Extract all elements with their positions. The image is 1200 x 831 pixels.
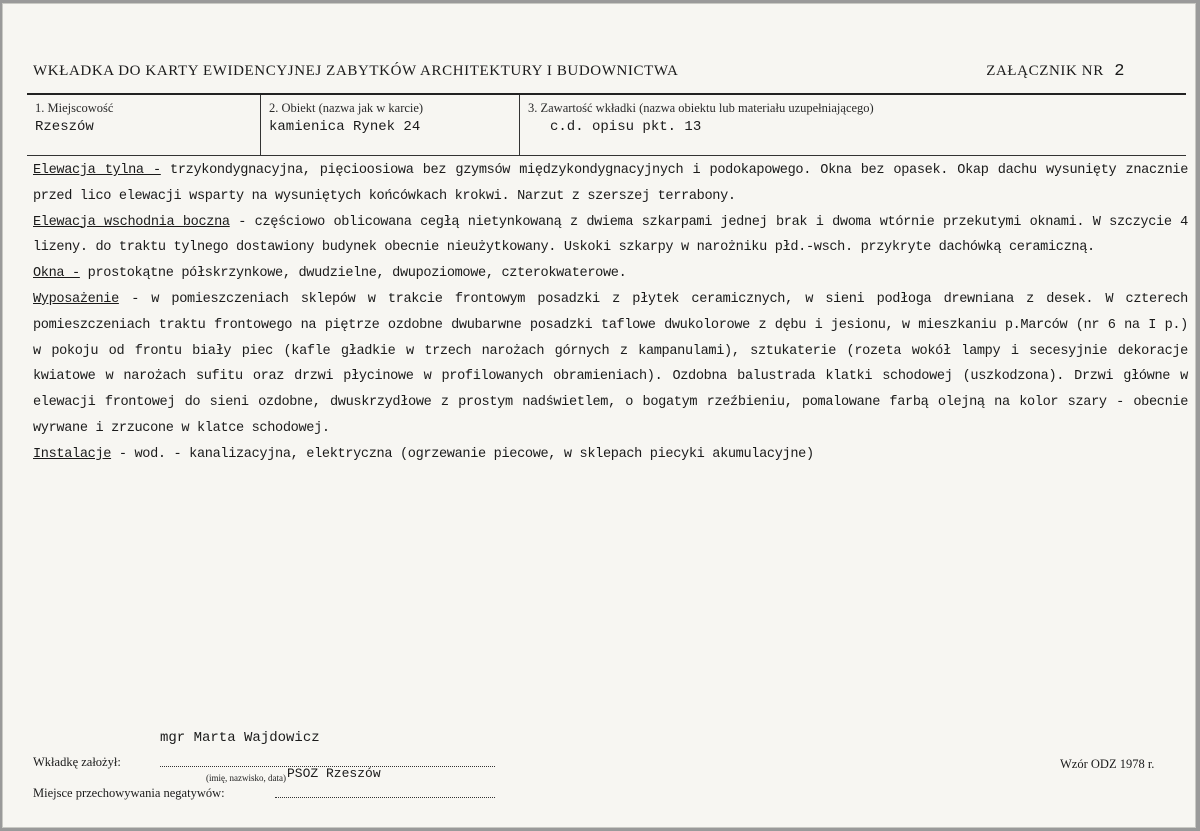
form-id: Wzór ODZ 1978 r. [1060, 757, 1155, 771]
heading-installations: Instalacje [33, 446, 112, 462]
field-locality [27, 95, 261, 155]
inventory-card [2, 3, 1196, 828]
heading-east-elevation: Elewacja wschodnia boczna [33, 214, 230, 230]
paragraph-windows [33, 261, 1188, 287]
heading-furnishings: Wyposażenie [33, 291, 119, 307]
paragraph-furnishings [33, 287, 1188, 442]
text-installations: - wod. - kanalizacyjna, elektryczna (ogrzewanie piecowe, w sklepach piecyki akumulacyjne) [111, 446, 814, 462]
card-title: WKŁADKA DO KARTY EWIDENCYJNEJ ZABYTKÓW ARCHITEKTURY I BUDOWNICTWA [33, 63, 679, 79]
description-body [33, 158, 1188, 468]
name-hint: (imię, nazwisko, data) [206, 773, 286, 783]
heading-windows: Okna - [33, 266, 80, 282]
institution-stamp: PSOZ Rzeszów [287, 766, 381, 781]
field-contents-value: c.d. opisu pkt. 13 [550, 119, 702, 135]
field-contents-label: 3. Zawartość wkładki (nazwa obiektu lub materiału uzupełniającego) [528, 101, 874, 115]
card-header [33, 62, 1183, 81]
annex-label-text: ZAŁĄCZNIK NR [986, 63, 1104, 79]
text-windows: prostokątne półskrzynkowe, dwudzielne, dwupoziomowe, czterokwaterowe. [79, 266, 627, 282]
paragraph-east-elevation [33, 210, 1188, 262]
field-locality-label: 1. Miejscowość [35, 101, 114, 115]
field-contents [520, 95, 1186, 155]
field-object-value: kamienica Rynek 24 [269, 119, 421, 135]
text-east-elevation: - częściowo oblicowana cegłą nietynkowaną z dwiema szkarpami jednej brak i dwoma wtórnie przekutymi oknami. W szczycie 4 lizeny. do traktu tylnego dostawiony budynek obecnie nieużytkowany. Uskoki szkarpy w narożniku płd.-wsch. przykryte dachówką ceramiczną. [33, 214, 1188, 256]
fields-row [27, 95, 1186, 156]
paragraph-installations [33, 442, 1188, 468]
field-object-label: 2. Obiekt (nazwa jak w karcie) [269, 101, 424, 115]
text-furnishings: - w pomieszczeniach sklepów w trakcie frontowym posadzki z płytek ceramicznych, w sieni podłoga drewniana z desek. W czterech pomieszczeniach traktu frontowego na piętrze ozdobne dwubarwne posadzki taflowe dwukolorowe z dębu i jesionu, w mieszkaniu p.Marców (nr 6 na I p.) w pokoju od frontu biały piec (kafle gładkie w trzech narożach górnych z kampanulami), sztukaterie (rozeta wokół lampy i secesyjnie dekoracje kwiatowe w narożach sufitu oraz drzwi płycinowe w profilowanych obramieniach). Ozdobna balustrada klatki schodowej (uszkodzona). Drzwi główne w elewacji frontowej do sieni ozdobne, dwuskrzydłowe z prostym nadświetlem, o bogatym rzeźbieniu, pomalowane farbą olejną na kolor szary - obecnie wyrwane i zrzucone w klatce schodowej. [33, 291, 1188, 436]
text-rear-elevation: trzykondygnacyjna, pięcioosiowa bez gzymsów międzykondygnacyjnych i podokapowego. Okna bez opasek. Okap dachu wysunięty znacznie przed lico elewacji wsparty na wysuniętych końcówkach krokwi. Narzut z szerszej terrabony. [33, 163, 1189, 204]
annex-number: 2 [1114, 62, 1125, 81]
inserted-by-label: Wkładkę założył: [33, 755, 121, 769]
field-object [261, 95, 520, 155]
negatives-label: Miejsce przechowywania negatywów: [33, 786, 225, 800]
paragraph-rear-elevation [33, 158, 1188, 210]
annex-label [986, 62, 1125, 81]
signer-name: mgr Marta Wajdowicz [160, 730, 320, 746]
negatives-line [275, 797, 495, 798]
heading-rear-elevation: Elewacja tylna - [33, 163, 161, 178]
field-locality-value: Rzeszów [35, 119, 94, 135]
